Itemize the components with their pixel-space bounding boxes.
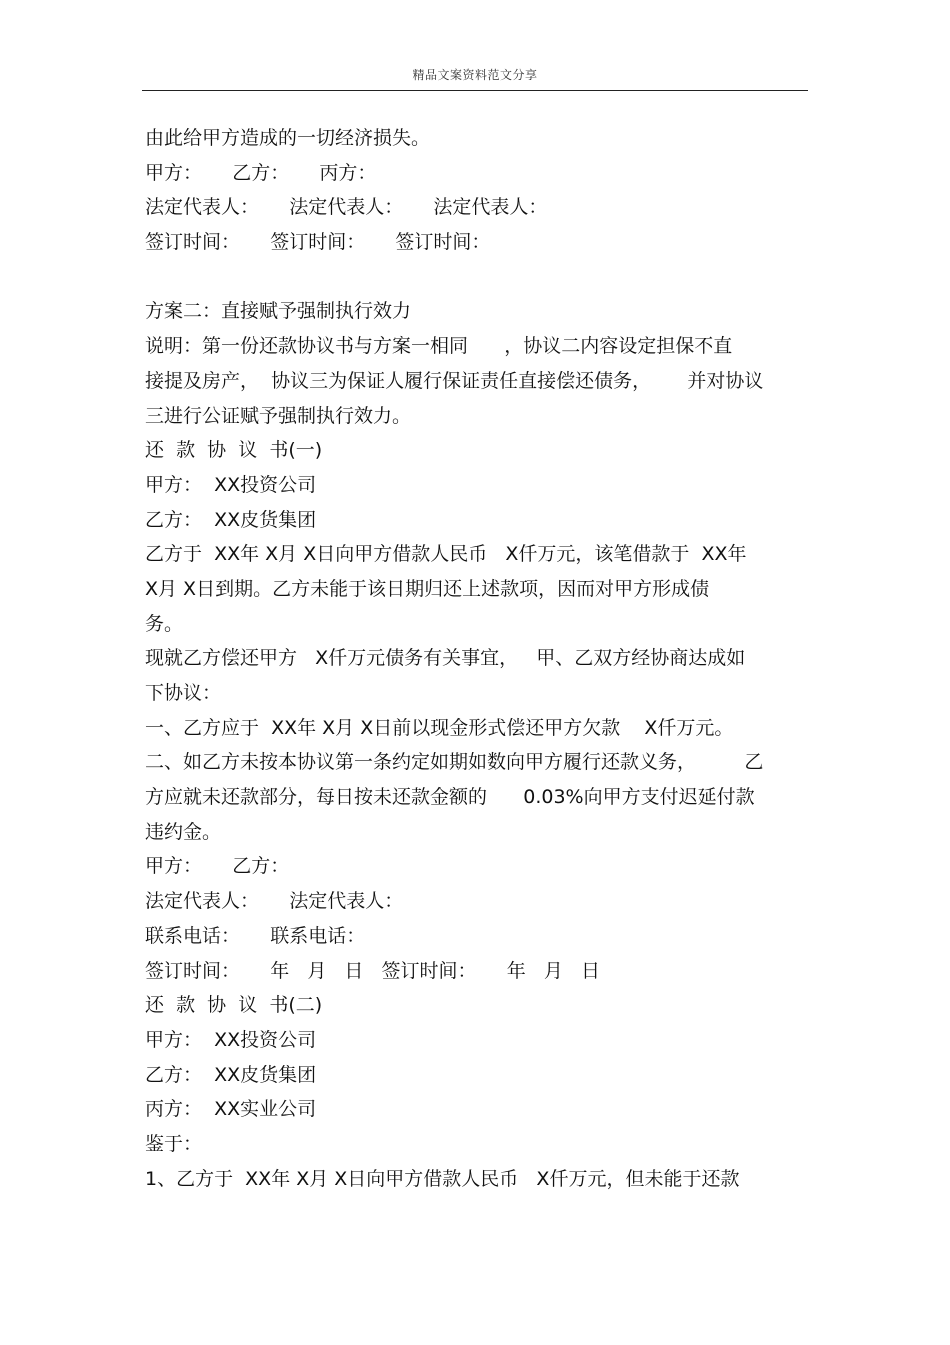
text-line: 务。 <box>145 612 184 635</box>
signatory-parties-line: 甲方： 乙方： <box>145 855 290 878</box>
text-line: 三进行公证赋予强制执行效力。 <box>145 404 412 427</box>
legal-representative-line: 法定代表人： 法定代表人： <box>145 890 404 913</box>
text-line: 下协议： <box>145 682 222 704</box>
agreement-title: 还 款 协 议 书(二) <box>145 994 323 1017</box>
header-divider <box>142 90 808 91</box>
document-body <box>145 121 815 1196</box>
section-heading: 方案二：直接赋予强制执行效力 <box>145 300 412 323</box>
party-a-line: 甲方： XX投资公司 <box>145 473 317 496</box>
signing-date-line: 签订时间： 签订时间： 签订时间： <box>145 231 491 254</box>
party-a-line: 甲方： XX投资公司 <box>145 1028 317 1051</box>
signing-date-line: 签订时间： 年 月 日 签订时间： 年 月 日 <box>145 959 600 982</box>
clause-line: 违约金。 <box>145 820 222 843</box>
text-line: 现就乙方偿还甲方 X仟万元债务有关事宜， 甲、乙双方经协商达成如 <box>145 647 746 670</box>
legal-representative-line: 法定代表人： 法定代表人： 法定代表人： <box>145 196 548 219</box>
clause-line: 1、乙方于 XX年 X月 X日向甲方借款人民币 X仟万元，但未能于还款 <box>145 1167 740 1190</box>
agreement-title: 还 款 协 议 书(一) <box>145 439 323 462</box>
clause-line: 一、乙方应于 XX年 X月 X日前以现金形式偿还甲方欠款 X仟万元。 <box>145 716 734 739</box>
party-b-line: 乙方： XX皮货集团 <box>145 508 317 531</box>
text-line: 由此给甲方造成的一切经济损失。 <box>145 127 431 149</box>
clause-line: 二、如乙方未按本协议第一条约定如期如数向甲方履行还款义务， 乙 <box>145 751 764 774</box>
text-line: X月 X日到期。乙方未能于该日期归还上述款项，因而对甲方形成债 <box>145 577 710 600</box>
clause-line: 方应就未还款部分，每日按未还款金额的 0.03%向甲方支付迟延付款 <box>145 786 755 809</box>
text-line: 鉴于： <box>145 1132 203 1155</box>
party-c-line: 丙方： XX实业公司 <box>145 1098 317 1121</box>
page-header: 精品文案资料范文分享 <box>412 68 538 82</box>
blank-line <box>145 260 815 295</box>
text-line: 接提及房产， 协议三为保证人履行保证责任直接偿还债务， 并对协议 <box>145 369 764 392</box>
signatory-parties-line: 甲方： 乙方： 丙方： <box>145 161 377 184</box>
text-line: 说明：第一份还款协议书与方案一相同 ，协议二内容设定担保不直 <box>145 335 733 358</box>
party-b-line: 乙方： XX皮货集团 <box>145 1063 317 1086</box>
text-line: 乙方于 XX年 X月 X日向甲方借款人民币 X仟万元，该笔借款于 XX年 <box>145 543 747 566</box>
contact-phone-line: 联系电话： 联系电话： <box>145 924 366 947</box>
